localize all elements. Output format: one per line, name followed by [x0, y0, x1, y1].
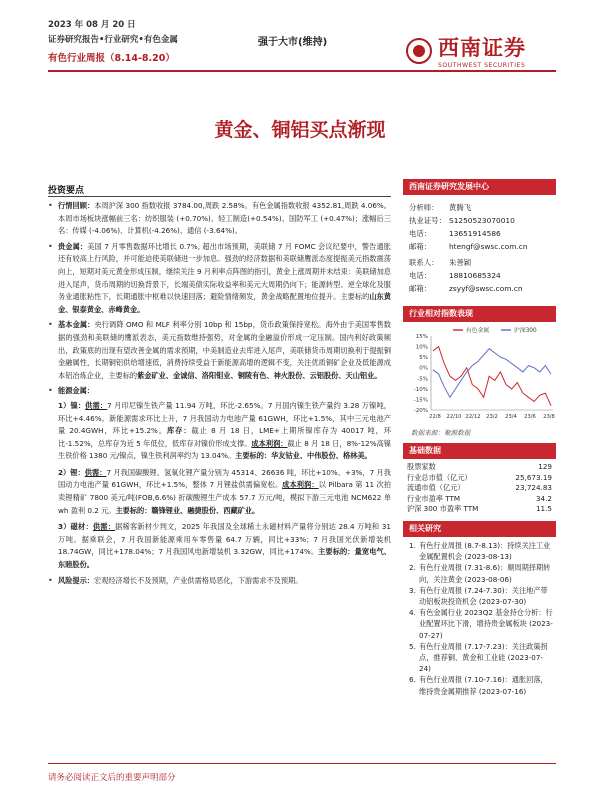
- bullet-text: 央行调降 OMO 和 MLF 利率分别 10bp 和 15bp，货币政策保持宽松。海外由于美国零售数据的强劲和美联储的鹰派表态，美元指数维持强势，对金属的金融溢价形成一定压制。国内利好政策频出，政策底的出现有望改善金属的需求预期，中美制造业去库进入尾声，美联储货币周期切换利于提振铜金融属性，长期铜铝供给增速低，消费持续受益于新能源高增的逻辑不变，关注优质铜矿企业及低能源成本铝冶炼企业，主要标的: [58, 320, 391, 380]
- bullet-market-review: [48, 200, 391, 238]
- footer-disclaimer: 请务必阅读正文后的重要声明部分: [48, 773, 176, 783]
- bullet-text: 本周沪深 300 指数收报 3784.00,周跌 2.58%。有色金属指数收报 4352.81,周跌 4.06%。本周市场板块涨幅前三名：纺织服装 (+0.70%)、轻工制造(+0.54%)、国防军工 (+0.47%)；涨幅后三名：传媒 (-4.06%)、计算机(-4.26%)、通信 (-3.64%)。: [58, 201, 391, 236]
- analyst-value: S1250523070010: [449, 216, 515, 225]
- related-item[interactable]: [409, 674, 554, 696]
- analyst-email-link[interactable]: zsyyf@swsc.com.cn: [449, 284, 523, 293]
- bullet-targets: 山东黄金、银泰黄金、赤峰黄金。: [58, 292, 391, 314]
- related-num: 5.: [409, 641, 416, 651]
- energy-targets: 主要标的：量宽电气、东睦股份。: [58, 547, 391, 570]
- bullet-label: 行情回顾：: [58, 201, 95, 210]
- related-num: 4.: [409, 608, 416, 618]
- y-tick-label: 10%: [415, 344, 428, 351]
- report-date: 2023 年 08 月 20 日: [48, 20, 136, 30]
- basic-row: [403, 483, 556, 494]
- x-tick-label: 22/10: [446, 414, 462, 420]
- analyst-row: [409, 282, 550, 295]
- analyst-role: 分析师：: [409, 203, 439, 212]
- related-title: 有色行业周报 (7.10-7.16)：通胀回落，维持贵金属期推荐: [419, 675, 548, 696]
- related-date: (2023-07-27): [419, 619, 553, 640]
- bullet-risk: [48, 575, 391, 588]
- bullet-icon: •: [48, 575, 53, 585]
- energy-lithium: [48, 467, 391, 517]
- basic-value: 129: [538, 462, 552, 471]
- chart-source: 数据来源：聚源数据: [411, 429, 471, 437]
- basic-key: 行业总市值（亿元）: [407, 472, 472, 482]
- analyst-row: [409, 269, 550, 282]
- y-tick-label: 15%: [415, 334, 428, 340]
- energy-magnet: [48, 521, 391, 571]
- related-item[interactable]: [409, 641, 554, 675]
- bullet-icon: •: [48, 386, 53, 396]
- logo-cn-text: 西南证券: [438, 35, 526, 60]
- related-title: 有色行业周报 (8.7-8.13)：持续关注工业金属配置机会: [419, 540, 551, 562]
- sidebar: [403, 179, 556, 697]
- bullet-label: 能源金属：: [58, 386, 94, 396]
- related-list: [403, 537, 556, 697]
- related-num: 2.: [409, 563, 416, 573]
- related-title: 有色行业周报 (7.31-8.6)：顺周期择期转向，关注黄金: [419, 563, 551, 584]
- bullet-label: 贵金属：: [58, 241, 88, 251]
- x-tick-label: 22/8: [429, 414, 441, 420]
- energy-text: 据稀客新材少判文，2025 年我国及全球稀土永磁材料产量将分别达 28.4 万吨和 31 万吨。据乘联会，7 月我国新能源乘用车零售量 64.7 万辆，同比+33%；7 月我国光伏新增装机 18.74GW，同比+178.04%；7 月我国风电新增装机 3.32GW，同比+174%。: [58, 522, 391, 557]
- basic-head: 基础数据: [403, 443, 556, 459]
- basic-key: 行业市盈率 TTM: [407, 493, 461, 503]
- bullet-targets: 紫金矿业、金诚信、洛阳钼业、铜陵有色、神火股份、云铝股份、天山铝业。: [137, 370, 382, 380]
- analyst-role: 联系人：: [409, 258, 439, 267]
- basic-value: 25,673.19: [515, 472, 552, 482]
- bullet-icon: •: [48, 241, 53, 251]
- x-tick-label: 22/12: [465, 414, 481, 420]
- x-tick-label: 23/6: [524, 414, 536, 420]
- team-head: 西南证券研究发展中心: [403, 179, 556, 195]
- analyst-email-link[interactable]: htengf@swsc.com.cn: [449, 242, 528, 251]
- bullet-precious-metals: [48, 241, 391, 317]
- basic-value: 23,724.83: [515, 483, 552, 493]
- energy-sub: 成本利润：: [282, 480, 319, 490]
- analyst-value: 18810685324: [449, 271, 501, 280]
- related-item[interactable]: [409, 540, 554, 562]
- analyst-role: 执业证号：: [409, 216, 446, 225]
- related-item[interactable]: [409, 607, 554, 641]
- y-tick-label: -5%: [417, 376, 428, 383]
- basic-row: [403, 462, 556, 473]
- header-rule: [48, 70, 556, 72]
- energy-sub: 成本利润：: [251, 438, 288, 448]
- bullet-icon: •: [48, 320, 53, 330]
- analyst-list: [403, 195, 556, 299]
- logo-en-text: SOUTHWEST SECURITIES: [438, 62, 526, 69]
- legend-label: 有色金属: [466, 328, 490, 334]
- x-tick-label: 23/8: [543, 414, 555, 420]
- analyst-row: [409, 201, 550, 214]
- energy-text: 以 Pilbara 第 11 次拍卖锂精矿 7800 美元/吨(FOB,6.6%) 折碳酸锂生产成本 57.7 万元/吨，模拟下游三元电池 NCM622 单 wh 盈利 0.2 元。: [58, 480, 391, 515]
- y-tick-label: -15%: [413, 397, 428, 404]
- analyst-role: 邮箱：: [409, 284, 432, 293]
- bullet-text: 美国 7 月零售数据环比增长 0.7%, 超出市场预期，美联储 7 月 FOMC 会议纪要中，警告通胀还有较高上行风险，并可能迫使美联储进一步加息。强劲的经济数据和美联储鹰派态度提振美元指数震荡向上，短期对美元黄金形成压制，继续关注 9 月利率点阵图的指引，黄金上涨周期并未结束：美联储加息进入尾声，货币周期的切换背景下，长端美债实际收益率和美元大周期仍向下；能源转型、逆全球化及服务业通胀粘性下，长期通胀中枢难以快速回落；避险情绪频发，黄金战略配置地位提升。主要标的: [58, 241, 391, 302]
- weekly-title: 有色行业周报（8.14-8.20）: [48, 53, 175, 64]
- risk-text: 宏观经济增长不及预期，产业供需格局恶化，下游需求不及预期。: [93, 575, 303, 585]
- related-num: 1.: [409, 540, 416, 550]
- y-tick-label: 0%: [419, 365, 428, 372]
- risk-label: 风险提示：: [58, 575, 94, 585]
- energy-sub: 供需：: [84, 467, 107, 477]
- energy-num: 1）镍：: [58, 400, 86, 410]
- analyst-value: 朱善颖: [449, 258, 472, 267]
- bullet-icon: •: [48, 201, 53, 210]
- energy-sub: 供需：: [92, 522, 116, 532]
- energy-text: 7 月我国碳酸锂、氢氧化锂产量分别为 45314、26636 吨，环比+10%、+3%，7 月我国动力电池产量 61GWH，环比+1.5%，整体 7 月锂盐供需偏宽松。: [58, 467, 391, 490]
- related-date: (2023-07-16): [478, 686, 527, 696]
- related-date: (2023-08-13): [464, 552, 512, 562]
- related-item[interactable]: [409, 562, 554, 584]
- related-item[interactable]: [409, 585, 554, 607]
- analyst-row: [409, 256, 550, 269]
- energy-sub: 库存：: [167, 426, 192, 436]
- relative-index-chart: [403, 322, 556, 426]
- energy-targets: 主要标的：赣锋锂业、融捷股份、西藏矿业。: [115, 505, 260, 515]
- energy-text: 截止 8 月 18 日，8%-12%高镍生铁价格 1380 元/镍点，镍生铁利润率约为 13.04%。: [58, 438, 391, 461]
- basic-key: 股票家数: [407, 462, 436, 471]
- analyst-row: [409, 240, 550, 253]
- related-date: (2023-07-30): [478, 596, 527, 606]
- related-num: 3.: [409, 585, 416, 595]
- analyst-role: 电话：: [409, 229, 432, 238]
- basic-row: [403, 504, 556, 515]
- report-title: 黄金、铜铝买点渐现: [214, 119, 386, 141]
- analyst-value: 黄腾飞: [449, 203, 472, 212]
- bullet-energy-metals: [48, 385, 391, 398]
- section-title-key-points: 投资要点: [48, 186, 85, 196]
- analyst-row: [409, 227, 550, 240]
- related-date: (2023-08-06): [464, 574, 512, 584]
- energy-num: 3）磁材：: [58, 522, 93, 532]
- key-points-body: [48, 200, 391, 587]
- basic-value: 11.5: [535, 504, 552, 514]
- related-title: 有色行业周报 (7.17-7.23)：关注政策拐点，推荐铜、黄金和工业硅: [419, 641, 548, 662]
- related-title: 有色行业周报 (7.24-7.30)：关注地产带动铝板块投资机会: [419, 585, 548, 606]
- analyst-role: 邮箱：: [409, 242, 432, 251]
- series-line-1: [433, 349, 551, 398]
- analyst-row: [409, 214, 550, 227]
- y-tick-label: 5%: [419, 355, 428, 362]
- energy-num: 2）锂：: [58, 467, 85, 477]
- analyst-role: 电话：: [409, 271, 432, 280]
- x-tick-label: 23/2: [486, 414, 498, 420]
- analyst-value: 13651914586: [449, 229, 501, 238]
- energy-text: 7 月印尼镍生铁产量 11.94 万吨，环比-2.65%。7 月国内镍生铁产量约 3.28 万镍吨，环比+4.46%。新能源需求环比上升，7 月我国动力电池产量 61GWH，环比+1.5%，其中三元电池产量 20.4GWH，环比+15.2%。: [58, 400, 391, 436]
- y-tick-label: -20%: [413, 408, 428, 414]
- footer-rule: [48, 763, 556, 764]
- basic-key: 流通市值（亿元）: [407, 483, 465, 493]
- basic-row: [403, 494, 556, 505]
- related-date: (2023-07-24): [419, 653, 543, 674]
- basic-key: 沪深 300 市盈率 TTM: [407, 504, 479, 514]
- related-head: 相关研究: [403, 521, 556, 537]
- related-title: 有色金属行业 2023Q2 基金持仓分析：行业配置环比下滑，增持贵金属板块: [419, 608, 553, 629]
- basic-data-table: [403, 459, 556, 515]
- legend-label: 沪深300: [514, 328, 537, 334]
- y-tick-label: -10%: [413, 386, 428, 393]
- energy-text: 截止 8 月 18 日，LME+上期所镍库存为 40017 吨，环比-1.52%，总库存为近 5 年低位，低库存对镍价形成支撑。: [58, 426, 391, 448]
- logo-emblem-icon: [406, 38, 432, 64]
- energy-targets: 主要标的：华友钴业、中伟股份、格林美。: [235, 451, 372, 461]
- company-logo: [406, 32, 526, 69]
- basic-row: [403, 473, 556, 484]
- x-tick-label: 23/4: [505, 414, 517, 420]
- related-num: 6.: [409, 675, 416, 685]
- energy-sub: 供需：: [85, 400, 108, 410]
- chart-head: 行业相对指数表现: [403, 306, 556, 322]
- report-path: 证券研究报告•行业研究•有色金属: [48, 35, 178, 45]
- section-rule: [48, 196, 391, 197]
- basic-value: 34.2: [535, 493, 552, 503]
- industry-rating: 强于大市(维持): [258, 37, 328, 48]
- energy-nickel: [48, 400, 391, 463]
- bullet-base-metals: [48, 319, 391, 382]
- bullet-label: 基本金属：: [58, 320, 95, 330]
